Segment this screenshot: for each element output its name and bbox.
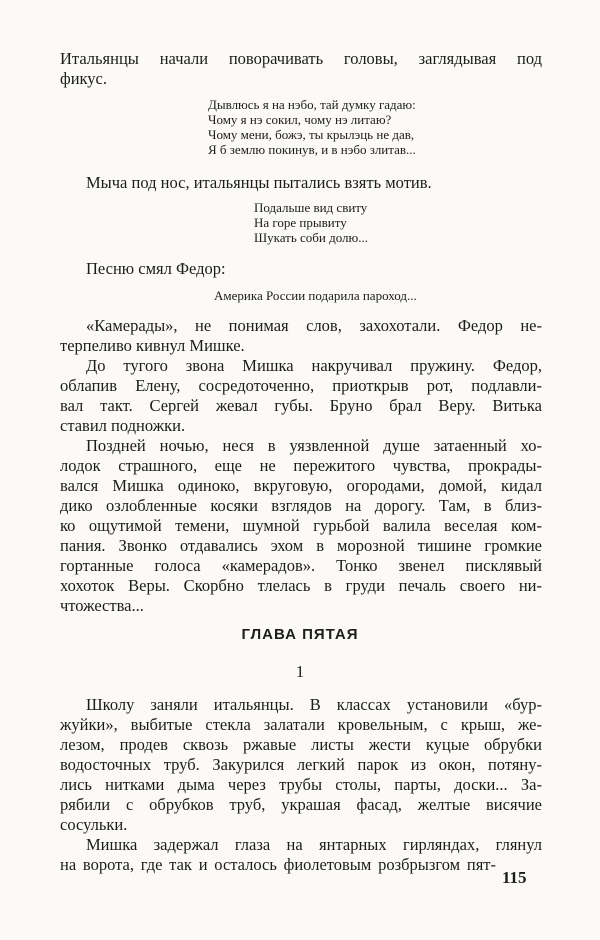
text-line: облапив Елену, сосредоточенно, приоткрыв рот, подлавли- — [60, 376, 542, 395]
text-line: рябили с обрубков труб, украшая фасад, желтые висячие — [60, 795, 542, 814]
verse-line: Чому мени, божэ, ты крылэць не дав, — [208, 127, 415, 142]
verse-line: Подальше вид свиту — [254, 200, 368, 215]
text-line: До тугого звона Мишка накручивал пружину. Федор, — [86, 356, 542, 375]
verse-line: Я б землю покинув, и в нэбо злитав... — [208, 142, 416, 157]
text-line: вался Мишка одиноко, вкруговую, огородами, домой, кидал — [60, 476, 542, 495]
text-line: дико озлобленные косяки взглядов на дорогу. Там, в близ- — [60, 496, 542, 515]
verse-line: Дывлюсь я на нэбо, тай думку гадаю: — [208, 97, 416, 112]
verse-line: На горе прывиту — [254, 215, 347, 230]
text-line: на ворота, где так и осталось фиолетовым розбрызгом пят- — [60, 855, 496, 874]
text-line: пания. Звонко отдавались эхом в морозной тишине громкие — [60, 536, 542, 555]
text-line: Поздней ночью, неся в уязвленной душе затаенный хо- — [86, 436, 542, 455]
text-line: Итальянцы начали поворачивать головы, заглядывая под — [60, 49, 542, 68]
text-line: фикус. — [60, 69, 108, 88]
text-line: ко ощутимой темени, шумной гурьбой валила веселая ком- — [60, 516, 542, 535]
text-line: лезом, продев сквозь ржавые листы жести куцые обрубки — [60, 735, 542, 754]
text-line: водосточных труб. Закурился легкий парок из окон, потяну- — [60, 755, 542, 774]
text-line: сосульки. — [60, 815, 128, 834]
text-line: терпеливо кивнул Мишке. — [60, 336, 245, 355]
verse-line: Америка России подарила пароход... — [214, 288, 417, 303]
text-line: Школу заняли итальянцы. В классах установили «бур- — [86, 695, 542, 714]
text-line: Песню смял Федор: — [86, 259, 226, 278]
text-line: хохоток Веры. Скорбно тлелась в груди печаль своего ни- — [60, 576, 542, 595]
page-number: 115 — [502, 868, 527, 887]
text-line: жуйки», выбитые стекла залатали кровельным, с крыш, же- — [60, 715, 542, 734]
verse-line: Чому я нэ сокил, чому нэ литаю? — [208, 112, 392, 127]
text-line: Мыча под нос, итальянцы пытались взять мотив. — [86, 173, 432, 192]
text-line: ставил подножки. — [60, 416, 186, 435]
text-line: «Камерады», не понимая слов, захохотали. Федор не- — [86, 316, 542, 335]
text-line: гортанные голоса «камерадов». Тонко звенел писклявый — [60, 556, 542, 575]
section-number: 1 — [295, 662, 305, 681]
text-line: лись нитками дыма через трубы столы, парты, доски... За- — [60, 775, 542, 794]
text-line: Мишка задержал глаза на янтарных гирляндах, глянул — [86, 835, 542, 854]
text-line: лодок страшного, еще не пережитого чувства, прокрады- — [60, 456, 542, 475]
verse-line: Шукать соби долю... — [254, 230, 369, 245]
chapter-title: ГЛАВА ПЯТАЯ — [241, 626, 359, 643]
text-line: чтожества... — [60, 596, 144, 615]
text-line: вал такт. Сергей жевал губы. Бруно брал Веру. Витька — [60, 396, 542, 415]
